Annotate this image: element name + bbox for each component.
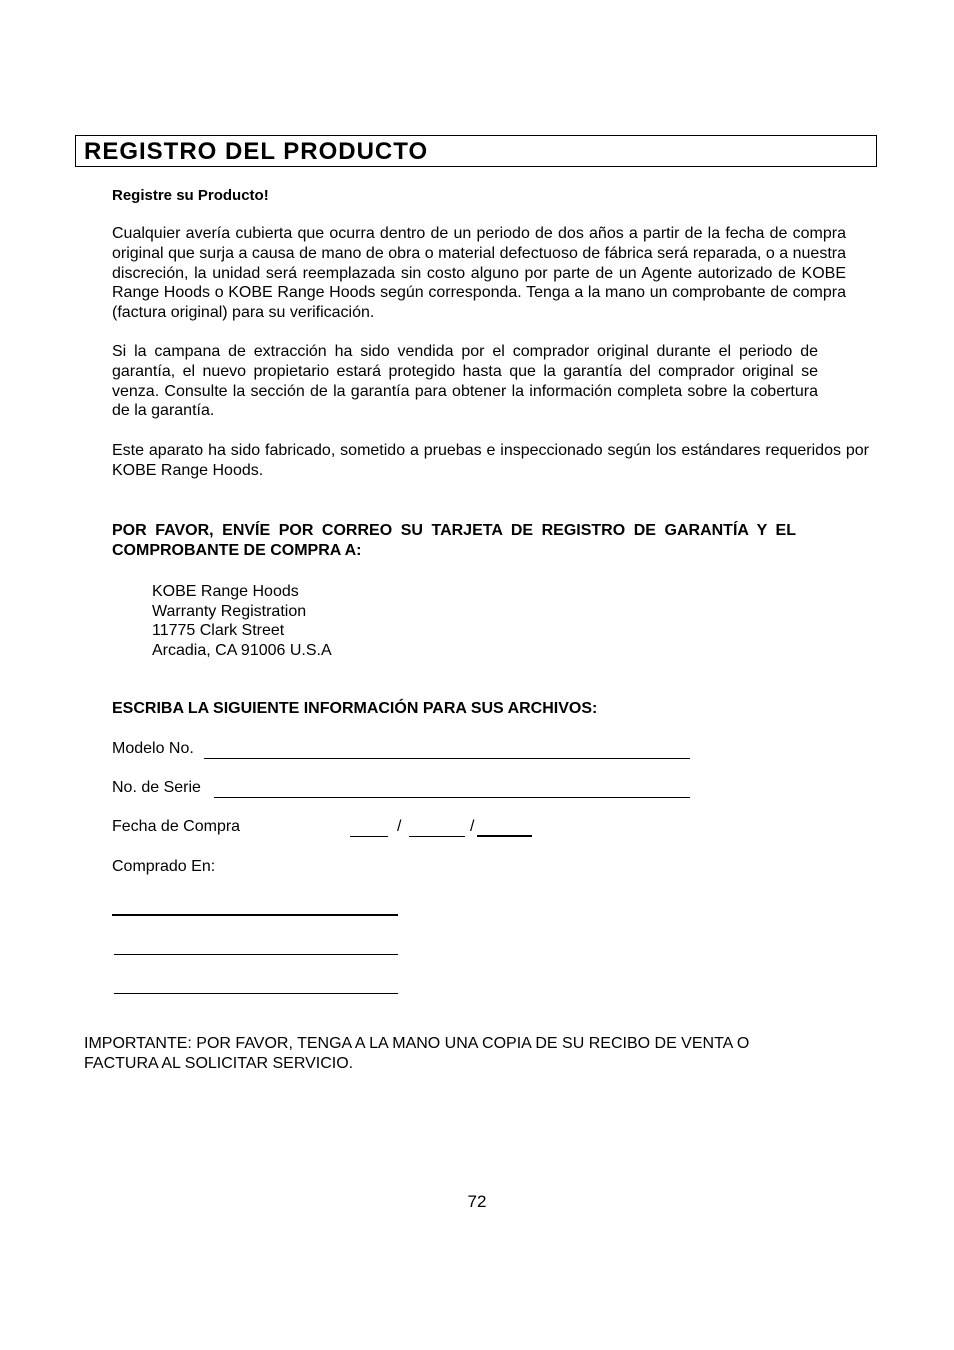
address-line: KOBE Range Hoods	[152, 583, 299, 600]
date-day-line[interactable]	[409, 819, 465, 837]
purchased-line-1[interactable]	[112, 898, 398, 916]
purchased-line-2[interactable]	[114, 937, 398, 955]
date-label: Fecha de Compra	[112, 818, 241, 835]
transfer-paragraph: Si la campana de extracción ha sido vendida por el comprador original durante el periodo de garantía, el nuevo propietario estará protegido hasta que la garantía del comprador original se venza. Consulte la sección de la garantía para obtener la información completa sobre la cobertura de la garantía.	[112, 343, 818, 420]
model-field-line[interactable]	[204, 741, 690, 759]
date-month-line[interactable]	[350, 819, 388, 837]
model-label: Modelo No.	[112, 740, 194, 757]
serial-label: No. de Serie	[112, 779, 201, 796]
standards-paragraph: Este aparato ha sido fabricado, sometido a pruebas e inspeccionado según los estándares requeridos por KOBE Range Hoods.	[112, 442, 869, 479]
date-separator: /	[397, 818, 402, 835]
date-separator: /	[470, 818, 475, 835]
mail-instruction: POR FAVOR, ENVÍE POR CORREO SU TARJETA DE REGISTRO DE GARANTÍA Y EL COMPROBANTE DE COMPRA A:	[112, 522, 796, 559]
date-year-line[interactable]	[477, 818, 532, 837]
page-title: REGISTRO DEL PRODUCTO	[84, 138, 429, 165]
purchased-line-3[interactable]	[114, 976, 398, 994]
coverage-paragraph: Cualquier avería cubierta que ocurra dentro de un periodo de dos años a partir de la fecha de compra original que surja a causa de mano de obra o material defectuoso de fábrica será reparada, o a nuestra discreción, la unidad será reemplazada sin costo alguno por parte de un Agente autorizado de KOBE Range Hoods o KOBE Range Hoods según corresponda. Tenga a la mano un comprobante de compra (factura original) para su verificación.	[112, 225, 846, 322]
records-heading: ESCRIBA LA SIGUIENTE INFORMACIÓN PARA SUS ARCHIVOS:	[112, 700, 598, 717]
purchased-label: Comprado En:	[112, 858, 216, 875]
important-note: IMPORTANTE: POR FAVOR, TENGA A LA MANO UNA COPIA DE SU RECIBO DE VENTA O FACTURA AL SOLICITAR SERVICIO.	[84, 1035, 750, 1072]
address-line: Arcadia, CA 91006 U.S.A	[152, 642, 332, 659]
page-number: 72	[467, 1192, 487, 1211]
address-line: 11775 Clark Street	[152, 622, 285, 639]
address-line: Warranty Registration	[152, 603, 307, 620]
register-subheading: Registre su Producto!	[112, 187, 269, 204]
serial-field-line[interactable]	[214, 780, 690, 798]
